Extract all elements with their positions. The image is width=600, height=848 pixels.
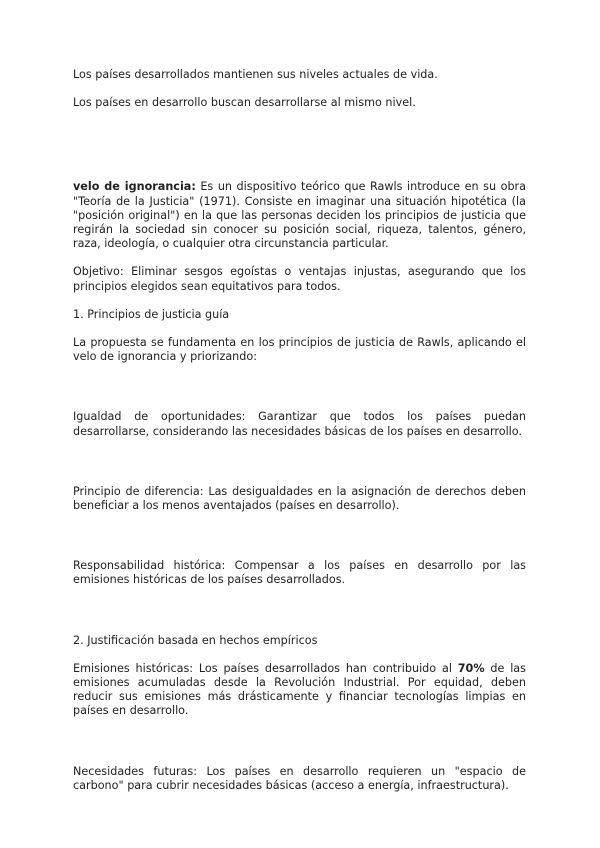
- responsibility-paragraph: Responsabilidad histórica: Compensar a los países en desarrollo por las emisiones históricas de los países desarrollados.: [73, 559, 526, 587]
- section2-heading: 2. Justificación basada en hechos empíricos: [73, 633, 318, 647]
- difference-paragraph: Principio de diferencia: Las desigualdades en la asignación de derechos deben beneficiar a los menos aventajados (países en desarrollo).: [73, 484, 526, 513]
- future-needs-paragraph: Necesidades futuras: Los países en desarrollo requieren un "espacio de carbono" para cubrir necesidades básicas (acceso a energía, infraestructura).: [73, 764, 526, 792]
- veil-definition: Es un dispositivo teórico que Rawls introduce en su obra "Teoría de la Justicia" (1971). Consiste en imaginar una situación hipotética (la "posición original") en la que las personas deciden los principios de justicia que regirán la sociedad sin conocer su posición social, riqueza, talentos, género, raza, ideología, o cualquier otra circunstancia particular.: [73, 180, 526, 251]
- equality-paragraph: Igualdad de oportunidades: Garantizar que todos los países puedan desarrollarse, considerando las necesidades básicas de los países en desarrollo.: [73, 410, 526, 438]
- section1-heading: 1. Principios de justicia guía: [73, 307, 230, 321]
- historical-emissions-paragraph: [73, 662, 526, 719]
- historical-text-a: Emisiones históricas: Los países desarrollados han contribuido al: [73, 661, 458, 675]
- intro-line-developing: Los países en desarrollo buscan desarrollarse al mismo nivel.: [73, 96, 416, 110]
- section1-intro: La propuesta se fundamenta en los principios de justicia de Rawls, aplicando el velo de ignorancia y priorizando:: [73, 336, 526, 364]
- veil-term: velo de ignorancia:: [73, 180, 196, 194]
- veil-paragraph: [73, 180, 526, 251]
- objective-paragraph: Objetivo: Eliminar sesgos egoístas o ventajas injustas, asegurando que los principios elegidos sean equitativos para todos.: [73, 265, 526, 293]
- document-page: [73, 68, 526, 793]
- historical-text-b: de las emisiones acumuladas desde la Revolución Industrial. Por equidad, deben reducir sus emisiones más drásticamente y financiar tecnologías limpias en países en desarrollo.: [73, 661, 526, 718]
- historical-percentage: 70%: [457, 661, 485, 675]
- intro-line-developed: Los países desarrollados mantienen sus niveles actuales de vida.: [73, 68, 438, 81]
